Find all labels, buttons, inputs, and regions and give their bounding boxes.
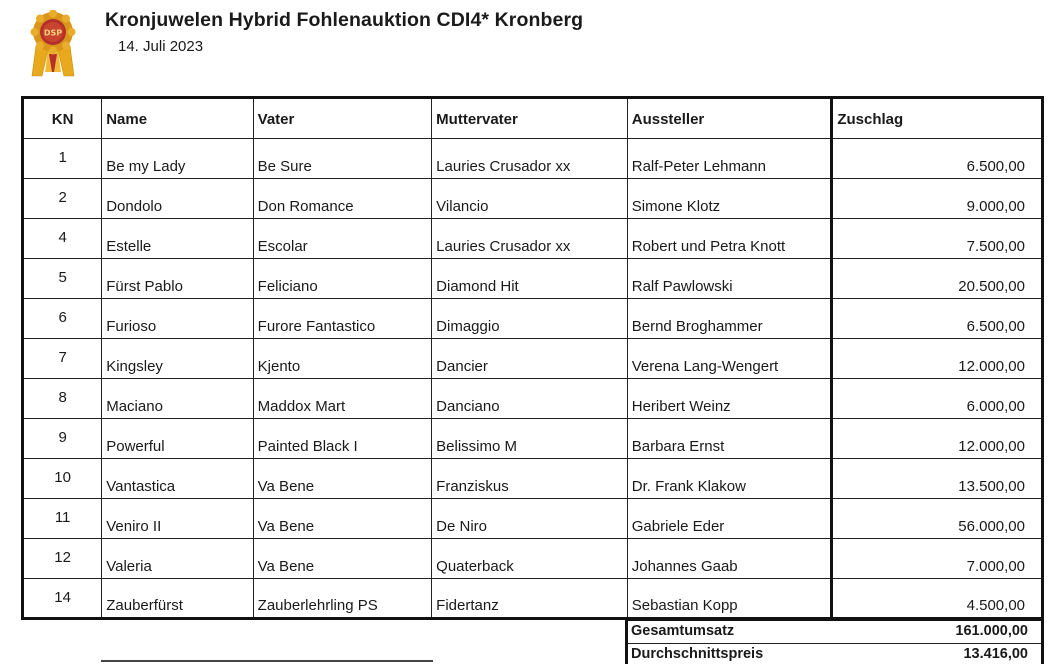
total-label: Gesamtumsatz <box>631 623 735 639</box>
summary-average-row <box>628 643 1041 664</box>
cell-kn: 5 <box>23 259 102 299</box>
cell-vater: Furore Fantastico <box>253 299 432 339</box>
cell-zuschlag: 12.000,00 <box>832 339 1043 379</box>
cell-aussteller: Gabriele Eder <box>627 499 832 539</box>
cell-vater: Feliciano <box>253 259 432 299</box>
cell-name: Valeria <box>102 539 253 579</box>
cell-aussteller: Verena Lang-Wengert <box>627 339 832 379</box>
table-row <box>23 339 1043 379</box>
cell-name: Zauberfürst <box>102 579 253 619</box>
cell-kn: 9 <box>23 419 102 459</box>
table-row <box>23 539 1043 579</box>
divider-line <box>101 660 433 662</box>
cell-aussteller: Johannes Gaab <box>627 539 832 579</box>
table-row <box>23 499 1043 539</box>
cell-vater: Maddox Mart <box>253 379 432 419</box>
cell-muttervater: Fidertanz <box>432 579 628 619</box>
cell-muttervater: Diamond Hit <box>432 259 628 299</box>
cell-zuschlag: 7.500,00 <box>832 219 1043 259</box>
column-header-zuschlag: Zuschlag <box>832 98 1043 139</box>
cell-name: Veniro II <box>102 499 253 539</box>
cell-kn: 4 <box>23 219 102 259</box>
cell-vater: Zauberlehrling PS <box>253 579 432 619</box>
cell-kn: 8 <box>23 379 102 419</box>
cell-vater: Don Romance <box>253 179 432 219</box>
table-row <box>23 179 1043 219</box>
cell-aussteller: Dr. Frank Klakow <box>627 459 832 499</box>
table-row <box>23 219 1043 259</box>
cell-name: Fürst Pablo <box>102 259 253 299</box>
cell-zuschlag: 12.000,00 <box>832 419 1043 459</box>
dsp-rosette-logo <box>28 10 78 78</box>
cell-name: Dondolo <box>102 179 253 219</box>
cell-vater: Kjento <box>253 339 432 379</box>
average-value: 13.416,00 <box>963 646 1028 662</box>
cell-name: Furioso <box>102 299 253 339</box>
cell-aussteller: Ralf Pawlowski <box>627 259 832 299</box>
cell-muttervater: Belissimo M <box>432 419 628 459</box>
column-header-kn: KN <box>23 98 102 139</box>
column-header-aussteller: Aussteller <box>627 98 832 139</box>
cell-aussteller: Simone Klotz <box>627 179 832 219</box>
cell-name: Vantastica <box>102 459 253 499</box>
cell-muttervater: Dancier <box>432 339 628 379</box>
table-row <box>23 419 1043 459</box>
svg-text:DSP: DSP <box>43 28 63 38</box>
table-row <box>23 259 1043 299</box>
page-title: Kronjuwelen Hybrid Fohlenauktion CDI4* Kronberg <box>105 9 584 31</box>
cell-vater: Painted Black I <box>253 419 432 459</box>
cell-muttervater: Vilancio <box>432 179 628 219</box>
column-header-name: Name <box>102 98 253 139</box>
total-value: 161.000,00 <box>955 623 1028 639</box>
cell-muttervater: De Niro <box>432 499 628 539</box>
cell-vater: Va Bene <box>253 459 432 499</box>
cell-kn: 1 <box>23 139 102 179</box>
cell-zuschlag: 7.000,00 <box>832 539 1043 579</box>
cell-zuschlag: 13.500,00 <box>832 459 1043 499</box>
cell-kn: 10 <box>23 459 102 499</box>
auction-results-table <box>21 96 1044 620</box>
cell-muttervater: Danciano <box>432 379 628 419</box>
cell-muttervater: Dimaggio <box>432 299 628 339</box>
cell-aussteller: Bernd Broghammer <box>627 299 832 339</box>
table-row <box>23 379 1043 419</box>
cell-zuschlag: 6.500,00 <box>832 139 1043 179</box>
cell-zuschlag: 4.500,00 <box>832 579 1043 619</box>
cell-name: Powerful <box>102 419 253 459</box>
cell-kn: 6 <box>23 299 102 339</box>
cell-zuschlag: 6.500,00 <box>832 299 1043 339</box>
table-row <box>23 139 1043 179</box>
table-row <box>23 459 1043 499</box>
cell-vater: Escolar <box>253 219 432 259</box>
cell-name: Estelle <box>102 219 253 259</box>
table-row <box>23 579 1043 619</box>
auction-date: 14. Juli 2023 <box>118 38 204 55</box>
column-header-muttervater: Muttervater <box>432 98 628 139</box>
cell-muttervater: Lauries Crusador xx <box>432 219 628 259</box>
cell-kn: 2 <box>23 179 102 219</box>
cell-kn: 14 <box>23 579 102 619</box>
table-header-row <box>23 98 1043 139</box>
cell-kn: 7 <box>23 339 102 379</box>
cell-name: Kingsley <box>102 339 253 379</box>
cell-aussteller: Heribert Weinz <box>627 379 832 419</box>
cell-muttervater: Lauries Crusador xx <box>432 139 628 179</box>
cell-zuschlag: 56.000,00 <box>832 499 1043 539</box>
cell-vater: Be Sure <box>253 139 432 179</box>
average-label: Durchschnittspreis <box>631 646 764 662</box>
summary-total-row <box>628 621 1041 643</box>
cell-aussteller: Sebastian Kopp <box>627 579 832 619</box>
cell-name: Be my Lady <box>102 139 253 179</box>
column-header-vater: Vater <box>253 98 432 139</box>
cell-zuschlag: 6.000,00 <box>832 379 1043 419</box>
cell-muttervater: Franziskus <box>432 459 628 499</box>
cell-vater: Va Bene <box>253 499 432 539</box>
cell-zuschlag: 9.000,00 <box>832 179 1043 219</box>
cell-kn: 12 <box>23 539 102 579</box>
cell-muttervater: Quaterback <box>432 539 628 579</box>
table-row <box>23 299 1043 339</box>
summary-box <box>625 618 1044 664</box>
cell-aussteller: Robert und Petra Knott <box>627 219 832 259</box>
cell-name: Maciano <box>102 379 253 419</box>
cell-vater: Va Bene <box>253 539 432 579</box>
cell-zuschlag: 20.500,00 <box>832 259 1043 299</box>
cell-aussteller: Ralf-Peter Lehmann <box>627 139 832 179</box>
cell-aussteller: Barbara Ernst <box>627 419 832 459</box>
cell-kn: 11 <box>23 499 102 539</box>
